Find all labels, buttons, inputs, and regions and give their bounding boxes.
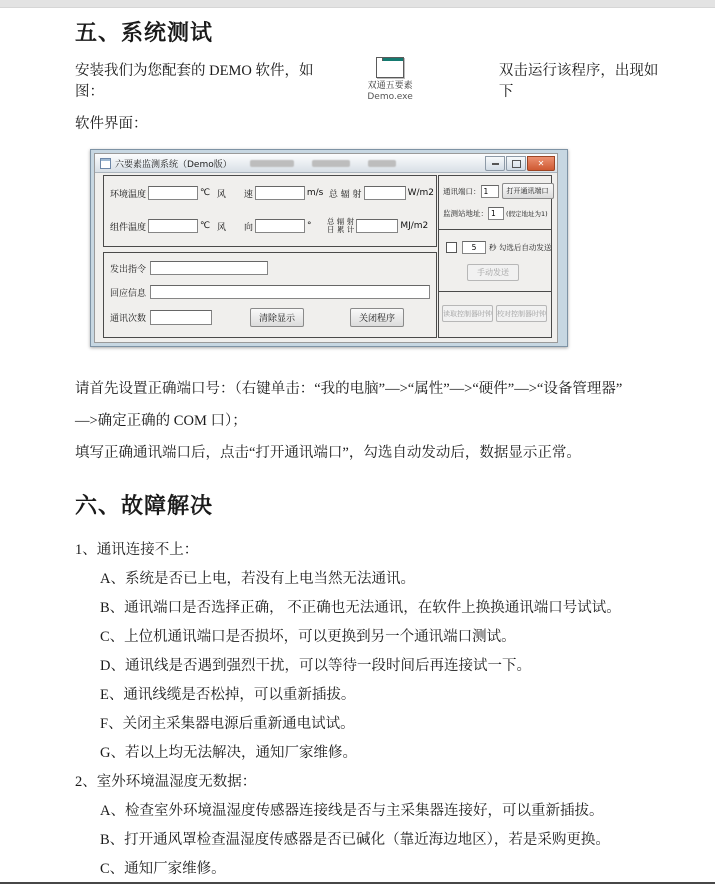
- demo-icon-label: 双通五要素: [367, 81, 413, 91]
- watermark-smudge: [368, 160, 396, 167]
- sensor-row-1: [110, 186, 434, 200]
- fault-item: A、检查室外环境温湿度传感器连接线是否与主采集器连接好，可以重新插拔。: [100, 803, 604, 819]
- station-note: (假定地址为1): [506, 210, 548, 218]
- port-input[interactable]: [481, 185, 499, 198]
- env-temp-label: 环境温度: [110, 189, 147, 200]
- wind-speed-unit: m/s: [306, 188, 324, 198]
- demo-icon-filename: Demo.exe: [367, 92, 413, 102]
- sensor-group: [103, 175, 437, 247]
- daily-rad-label-line1: 总 辐 射: [327, 217, 355, 226]
- watermark-smudge: [312, 160, 350, 167]
- demo-exe-icon[interactable]: [353, 57, 427, 103]
- port-label: 通讯端口：: [443, 186, 481, 196]
- send-cmd-label: 发出指令: [110, 264, 147, 275]
- comm-count-input[interactable]: [150, 310, 212, 325]
- response-row: [110, 285, 430, 299]
- maximize-button[interactable]: [506, 156, 526, 171]
- titlebar[interactable]: [95, 154, 557, 173]
- window-icon: [100, 158, 111, 169]
- wind-speed-input[interactable]: [255, 186, 305, 200]
- install-text-before: 安装我们为您配套的 DEMO 软件，如图：: [75, 63, 314, 100]
- sensor-row-2: [110, 218, 434, 234]
- comm-count-label: 通讯次数: [110, 314, 147, 324]
- response-input[interactable]: [150, 285, 430, 299]
- fault-item-1-title: 1、通讯连接不上：: [75, 542, 199, 558]
- clock-box: [438, 291, 552, 338]
- wind-dir-input[interactable]: [255, 219, 305, 233]
- auto-send-checkbox[interactable]: [446, 242, 457, 253]
- window-title: 六要素监测系统（Demo版）: [115, 159, 232, 170]
- adjust-clock-button[interactable]: 校对控制器时钟: [496, 305, 547, 322]
- fault-item: B、打开通风罩检查温湿度传感器是否已碱化（靠近海边地区），若是采购更换。: [100, 832, 610, 848]
- window-controls: [484, 156, 555, 171]
- section6-heading: 六、故障解决: [75, 493, 214, 518]
- fault-item: E、通讯线缆是否松掉，可以重新插拔。: [100, 687, 356, 703]
- module-temp-label: 组件温度: [110, 222, 147, 233]
- send-cmd-input[interactable]: [150, 261, 268, 275]
- page-top-edge: [0, 0, 715, 8]
- install-text-line2: 软件界面：: [75, 116, 148, 132]
- fault-item: C、上位机通讯端口是否损坏，可以更换到另一个通讯端口测试。: [100, 629, 516, 645]
- auto-send-label: 秒 勾选后自动发送: [489, 243, 552, 252]
- auto-send-row: [446, 241, 551, 254]
- fault-item: G、若以上均无法解决，通知厂家维修。: [100, 745, 357, 761]
- station-row: [443, 207, 548, 220]
- fault-item: C、通知厂家维修。: [100, 861, 226, 877]
- read-clock-button[interactable]: 读取控制器时钟: [442, 305, 493, 322]
- manual-send-button[interactable]: 手动发送: [467, 264, 519, 281]
- note-line-2: —>确定正确的 COM 口）；: [75, 413, 247, 429]
- clear-display-button[interactable]: 清除显示: [250, 308, 304, 327]
- app-window-frame: [90, 149, 568, 347]
- wind-speed-label: 风 速: [216, 189, 253, 200]
- auto-interval-input[interactable]: [462, 241, 486, 254]
- document-page: [0, 16, 715, 884]
- auto-send-box: [438, 229, 552, 293]
- total-rad-input[interactable]: [364, 186, 406, 200]
- comm-count-row: [110, 310, 212, 325]
- wind-dir-unit: °: [307, 221, 312, 231]
- fault-item: D、通讯线是否遇到强烈干扰，可以等待一段时间后再连接试一下。: [100, 658, 531, 674]
- daily-rad-label-line2: 日 累 计: [327, 225, 355, 234]
- fault-item-2-title: 2、室外环境温湿度无数据：: [75, 774, 257, 790]
- response-label: 回应信息: [110, 288, 147, 299]
- daily-rad-label: [327, 218, 354, 234]
- fault-item: A、系统是否已上电，若没有上电当然无法通讯。: [100, 571, 415, 587]
- section5-heading: 五、系统测试: [75, 20, 214, 45]
- comm-group: [103, 252, 437, 338]
- note-line-3: 填写正确通讯端口后，点击“打开通讯端口”，勾选自动发动后，数据显示正常。: [75, 445, 581, 461]
- total-rad-label: 总 辐 射: [328, 189, 362, 200]
- application-window-icon: [376, 57, 404, 78]
- port-row: [443, 183, 554, 199]
- port-setup-notes: [75, 373, 663, 469]
- fault-item: B、通讯端口是否选择正确， 不正确也无法通讯，在软件上换换通讯端口号试试。: [100, 600, 621, 616]
- close-icon[interactable]: ✕: [527, 156, 555, 171]
- fault-item: F、关闭主采集器电源后重新通电试试。: [100, 716, 355, 732]
- watermark-smudge: [250, 160, 294, 167]
- wind-dir-label: 风 向: [217, 222, 254, 233]
- station-label: 监测站地址：: [443, 209, 488, 218]
- minimize-button[interactable]: [485, 156, 505, 171]
- total-rad-unit: W/m2: [407, 188, 434, 198]
- station-input[interactable]: [488, 207, 504, 220]
- install-text-after: 双击运行该程序，出现如下: [498, 63, 659, 100]
- daily-rad-unit: MJ/m2: [400, 221, 429, 231]
- port-settings-box: [438, 175, 552, 231]
- install-paragraph: [75, 51, 663, 109]
- close-program-button[interactable]: 关闭程序: [350, 308, 404, 327]
- send-cmd-row: [110, 261, 268, 275]
- module-temp-unit: ℃: [200, 221, 211, 231]
- env-temp-unit: ℃: [200, 188, 211, 198]
- env-temp-input[interactable]: [148, 186, 198, 200]
- note-line-1: 请首先设置正确端口号：（右键单击：“我的电脑”—>“属性”—>“硬件”—>“设备管理器”: [75, 381, 623, 397]
- open-port-button[interactable]: 打开通讯端口: [502, 183, 554, 199]
- app-window: [94, 153, 558, 343]
- fault-list: [75, 536, 663, 884]
- daily-rad-input[interactable]: [356, 219, 398, 233]
- module-temp-input[interactable]: [148, 219, 198, 233]
